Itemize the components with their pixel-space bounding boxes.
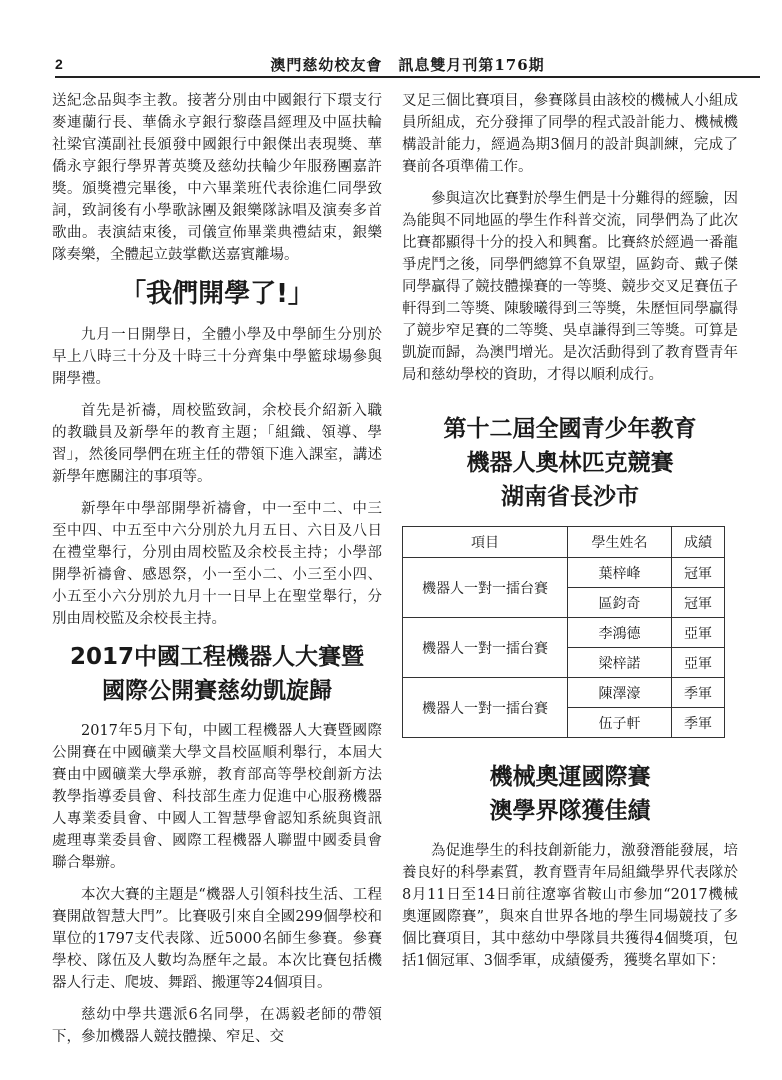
result-cell: 冠軍 [672, 558, 725, 588]
publication-title: 澳門慈幼校友會 訊息雙月刊第176期 [270, 56, 545, 74]
robot-contest-paragraph: 本次大賽的主題是“機器人引領科技生活、工程賽開啟智慧大門”。比賽吸引來自全國299個學校和單位的1797支代表隊、近5000名師生參賽。參賽學校、隊伍及人數均為歷年之最。本次比賽包括機器人行走、爬坡、舞蹈、搬運等24個項目。 [52, 887, 382, 991]
mech-olympics-heading [402, 760, 738, 828]
student-name-cell: 區鈞奇 [568, 588, 672, 618]
graduation-continuation-paragraph: 送紀念品與李主教。接著分別由中國銀行下環支行麥連蘭行長、華僑永亨銀行黎蔭昌經理及中區扶輪社梁官漢副社長頒發中國銀行中銀傑出表現獎、華僑永亨銀行學界菁英獎及慈幼扶輪少年服務團嘉許獎。頒獎禮完畢後，中六畢業班代表徐進仁同學致詞，致詞後有小學歌詠團及銀樂隊詠唱及演奏多首歌曲。表演結束後，司儀宣佈畢業典禮結束，銀樂隊奏樂，全體起立鼓掌歡送嘉賓離場。 [52, 93, 382, 263]
event-cell: 機器人一對一擂台賽 [403, 558, 568, 618]
result-cell: 亞軍 [672, 618, 725, 648]
result-cell: 季軍 [672, 708, 725, 738]
event-cell: 機器人一對一擂台賽 [403, 678, 568, 738]
olympiad-heading [402, 412, 738, 514]
school-start-paragraph: 新學年中學部開學祈禱會，中一至中二、中三至中四、中五至中六分別於九月五日、六日及八日在禮堂舉行，分別由周校監及余校長主持；小學部開學祈禱會、感恩祭，小一至小二、小三至小四、小五至小六分別於九月十一日早上在聖堂舉行，分別由周校監及余校長主持。 [52, 501, 382, 627]
results-table [402, 526, 725, 738]
table-row [403, 618, 725, 648]
left-column [52, 90, 382, 1058]
mech-olympics-paragraph: 為促進學生的科技創新能力，激發潛能發展，培養良好的科學素質，教育暨青年局組織學界代表隊於8月11日至14日前往遼寧省鞍山市參加“2017機械奧運國際賽”，與來自世界各地的學生同場競技了多個比賽項目，其中慈幼中學隊員共獲得4個獎項，包括1個冠軍、3個季軍，成績優秀，獲獎名單如下： [402, 843, 738, 969]
page-header [55, 50, 760, 80]
robot-contest-heading-line: 2017中國工程機器人大賽暨 [69, 644, 364, 670]
robot-contest-paragraph: 慈幼中學共選派6名同學，在馮毅老師的帶領下，參加機器人競技體操、窄足、交 [52, 1007, 382, 1045]
column-header-event: 項目 [403, 527, 568, 558]
table-row [403, 678, 725, 708]
header-divider [55, 76, 760, 78]
page-number: 2 [55, 56, 63, 72]
results-header-row [403, 527, 725, 558]
mech-olympics-heading-line: 機械奧運國際賽 [489, 764, 651, 790]
student-name-cell: 伍子軒 [568, 708, 672, 738]
student-name-cell: 李鴻德 [568, 618, 672, 648]
olympiad-heading-line: 第十二屆全國青少年教育 [443, 416, 697, 442]
school-start-heading: 「我們開學了!」 [120, 279, 314, 309]
olympiad-heading-line: 湖南省長沙市 [501, 484, 639, 510]
student-name-cell: 陳澤濠 [568, 678, 672, 708]
student-name-cell: 梁梓諾 [568, 648, 672, 678]
robot-contest-paragraph: 2017年5月下旬，中國工程機器人大賽暨國際公開賽在中國礦業大學文昌校區順利舉行，本屆大賽由中國礦業大學承辦，教育部高等學校創新方法教學指導委員會、科技部生產力促進中心服務機器人專業委員會、中國人工智慧學會認知系統與資訊處理專業委員會、國際工程機器人聯盟中國委員會聯合舉辦。 [52, 723, 382, 871]
right-column [402, 90, 738, 982]
olympiad-heading-line: 機器人奧林匹克競賽 [466, 450, 674, 476]
column-header-student: 學生姓名 [568, 527, 672, 558]
school-start-paragraph: 首先是祈禱，周校監致詞，余校長介紹新入職的教職員及新學年的教育主題；「組織、領導、學習」，然後同學們在班主任的帶領下進入課室，講述新學年應關注的事項等。 [52, 403, 382, 485]
result-cell: 季軍 [672, 678, 725, 708]
column-header-result: 成績 [672, 527, 725, 558]
table-row [403, 558, 725, 588]
robot-contest-continuation-paragraph: 叉足三個比賽項目，參賽隊員由該校的機械人小組成員所組成，充分發揮了同學的程式設計能力、機械機構設計能力，經過為期3個月的設計與訓練，完成了賽前各項準備工作。 [402, 93, 738, 175]
result-cell: 冠軍 [672, 588, 725, 618]
mech-olympics-heading-line: 澳學界隊獲佳績 [489, 798, 651, 824]
robot-contest-heading-line: 國際公開賽慈幼凱旋歸 [102, 678, 332, 704]
result-cell: 亞軍 [672, 648, 725, 678]
robot-contest-result-paragraph: 參與這次比賽對於學生們是十分難得的經驗，因為能與不同地區的學生作科普交流，同學們為了此次比賽都顯得十分的投入和興奮。比賽終於經過一番龍爭虎鬥之後，同學們總算不負眾望，區鈞奇、戴子傑同學贏得了競技體操賽的一等獎、競步交叉足賽伍子軒得到二等獎、陳駿曦得到三等獎，朱歷恒同學贏得了競步窄足賽的二等獎、吳卓謙得到三等獎。可算是凱旋而歸，為澳門增光。是次活動得到了教育暨青年局和慈幼學校的資助，才得以順利成行。 [402, 191, 738, 383]
student-name-cell: 葉梓峰 [568, 558, 672, 588]
school-start-paragraph: 九月一日開學日，全體小學及中學師生分別於早上八時三十分及十時三十分齊集中學籃球場參與開學禮。 [52, 327, 382, 387]
event-cell: 機器人一對一擂台賽 [403, 618, 568, 678]
robot-contest-heading [52, 640, 382, 708]
